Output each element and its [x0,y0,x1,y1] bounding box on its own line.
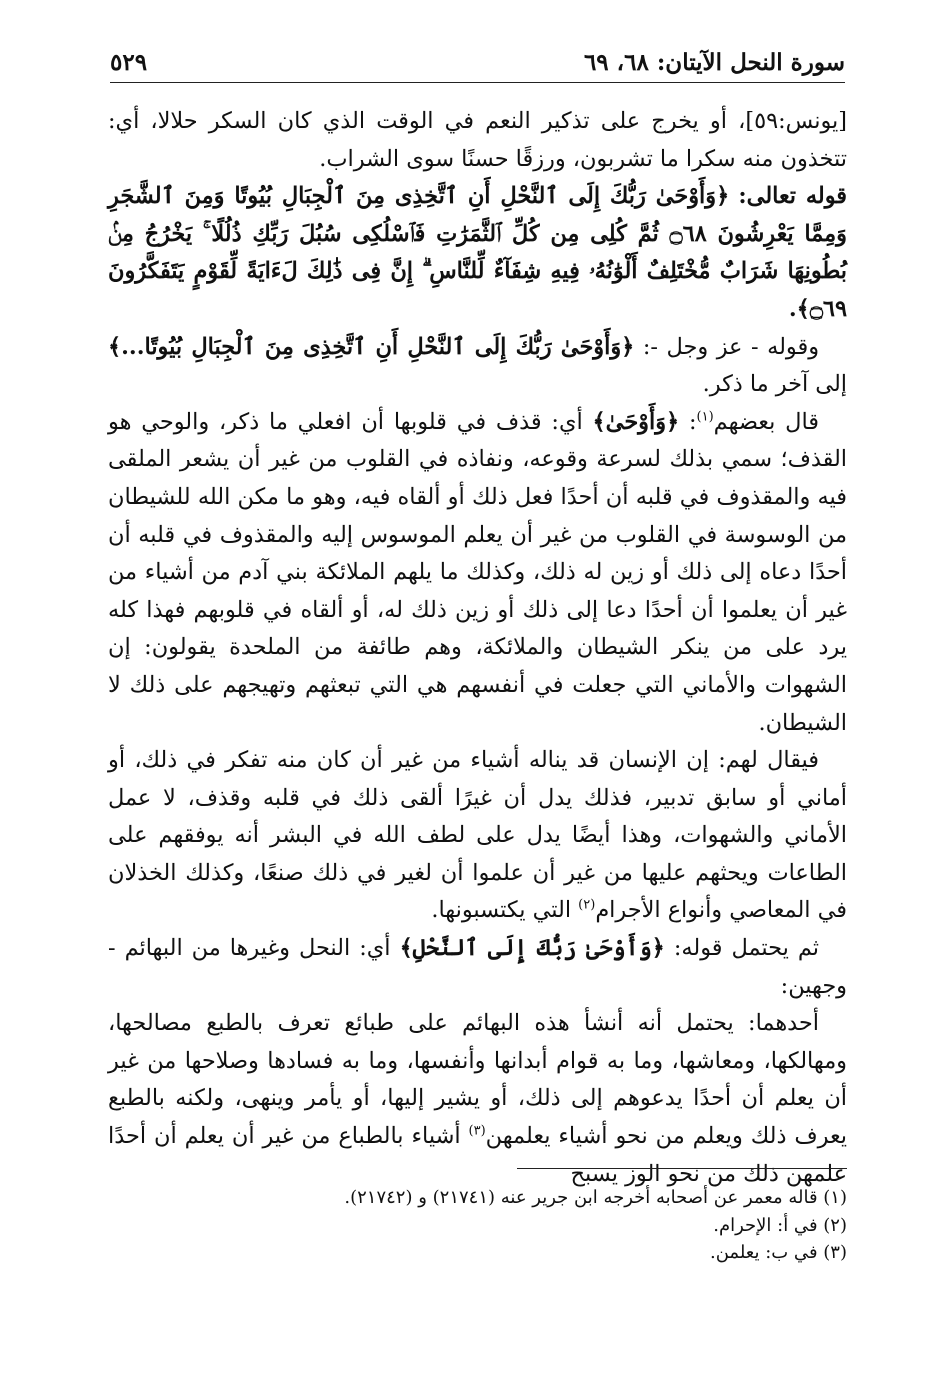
quran-verse-68-69: ﴿وَأَوْحَىٰ رَبُّكَ إِلَى ٱلنَّحْلِ أَنِ ٱتَّخِذِى مِنَ ٱلْجِبَالِ بُيُوتًا وَمِنَ ٱلشَّجَرِ وَمِمَّا يَعْرِشُونَ ۝٦٨ ثُمَّ كُلِى مِن كُلِّ ٱلثَّمَرَٰتِ فَٱسْلُكِى سُبُلَ رَبِّكِ ذُلُلًا ۚ يَخْرُجُ مِنۢ بُطُونِهَا شَرَابٌ مُّخْتَلِفٌ أَلْوَٰنُهُۥ فِيهِ شِفَآءٌ لِّلنَّاسِ ۗ إِنَّ فِى ذَٰلِكَ لَءَايَةً لِّقَوْمٍ يَتَفَكَّرُونَ ۝٦٩﴾. [108,183,847,322]
footnote-divider [517,1168,847,1169]
paragraph-4 [108,404,847,742]
paragraph-6 [108,930,847,1005]
footnote-1: (١) قاله معمر عن أصحابه أخرجه ابن جرير عنه (٢١٧٤١) و (٢١٧٤٢). [344,1187,847,1208]
paragraph-7 [108,1005,847,1193]
quran-verse-nahl: ﴿وَأَوْحَىٰ رَبُّكَ إِلَى ٱلنَّحْلِ﴾ [399,935,665,962]
paragraph-7-text: أحدهما: يحتمل أنه أنشأ هذه البهائم على طبائع تعرف بالطبع مصالحها، ومهالكها، ومعاشها، وما به قوام أبدانها وأنفسها، وما به فسادها وصلاحها من غير أن يعلم أن أحدًا يدعوهم إلى ذلك، أو يشير إليها، أو يأمر وينهى، ولكنه بالطبع يعرف ذلك ويعلم من نحو أشياء يعلمهن [108,1010,847,1150]
footnote-2: (٢) في أ: الإحرام. [713,1214,847,1236]
quran-verse-quote: ﴿وَأَوْحَىٰ رَبُّكَ إِلَى ٱلنَّحْلِ أَنِ ٱتَّخِذِى مِنَ ٱلْجِبَالِ بُيُوتًا...﴾ [108,333,635,360]
paragraph-1 [108,103,847,178]
paragraph-5-text: فيقال لهم: إن الإنسان قد يناله أشياء من غير أن كان منه تفكر في ذلك، أو أماني أو سابق تدبير، فذلك يدل أن غيرًا ألقى ذلك في قلبه وقذف، لا عمل الأماني والشهوات، وهذا أيضًا يدل على لطف الله في البشر أنه يوفقهم على الطاعات ويحثهم عليها من غير أن علموا أن لغير في ذلك صنعًا، وكذلك الخذلان في المعاصي وأنواع الأجرام [108,747,847,924]
footnote-ref-3[interactable]: (٣) [468,1123,486,1139]
footnote-ref-2[interactable]: (٢) [578,898,596,913]
paragraph-4-text: أي: قذف في قلوبها أن افعلي ما ذكر، والوحي هو القذف؛ سمي بذلك لسرعة وقوعه، ونفاذه في القلوب من غير أن يشعر الملقى فيه والمقذوف في قلبه أن أحدًا فعل ذلك أو ألقاه فيه، وهو ما مكن الله للشيطان من الوسوسة في القلوب من غير أن يعلم الموسوس إليه والمقذوف في قلبه أن أحدًا دعاه إلى ذلك أو زين له ذلك، وكذلك ما يلهم الملائكة بني آدم من أشياء من غير أن يعلموا أن أحدًا دعا إلى ذلك أو زين ذلك له، أو ألقاه في قلوبهم فهذا كله يرد على من ينكر الشيطان والملائكة، وهم طائفة من الملحدة يقولون: إن الشهوات والأماني التي جعلت في أنفسهم هي التي تبعثهم وتهيجهم على ذلك لا الشيطان. [108,408,847,736]
quran-word-wahy: ﴿وَأَوْحَىٰ﴾ [592,408,680,435]
paragraph-6-lead: ثم يحتمل قوله: [664,935,819,962]
page-number: ٥٢٩ [110,49,148,76]
paragraph-3-lead: وقوله - عز وجل -: [634,333,820,360]
page-header [110,48,845,83]
paragraph-2 [108,178,847,328]
paragraph-3-tail: إلى آخر ما ذكر. [702,371,847,398]
paragraph-4-colon: : [679,408,697,435]
footnote-ref-1[interactable]: (١) [696,409,714,425]
footnote-3: (٣) في ب: يعلمن. [710,1242,847,1263]
paragraph-3 [108,329,847,404]
paragraph-5-tail: التي يكتسبونها. [431,897,579,924]
section-lead: قوله تعالى: [738,183,847,210]
footnotes [287,1184,847,1267]
paragraph-6-tail: أي: النحل وغيرها من البهائم - وجهين: [108,935,847,999]
main-text [108,103,847,1193]
paragraph-4-lead: قال بعضهم [713,408,819,435]
running-head: سورة النحل الآيتان: ٦٨، ٦٩ [583,49,845,76]
paragraph-7-tail: أشياء بالطباع من غير أن يعلم أن أحدًا علمهن ذلك من نحو الوز يسبح [108,1123,847,1187]
paragraph-5 [108,742,847,930]
paragraph-1-text: [يونس:٥٩]، أو يخرج على تذكير النعم في الوقت الذي كان السكر حلالا، أي: تتخذون منه سكرا ما تشربون، ورزقًا حسنًا سوى الشراب. [108,108,847,172]
